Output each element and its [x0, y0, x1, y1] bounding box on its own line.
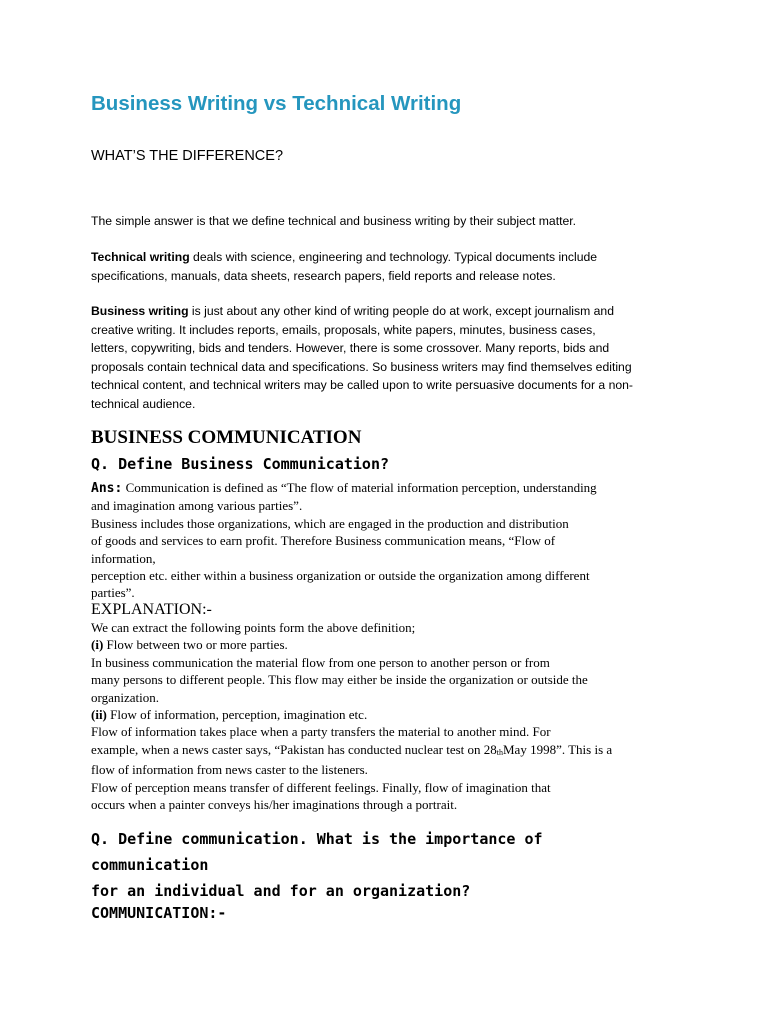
business-line-1: Business writing is just about any other kind of writing people do at work, except journalism and: [91, 304, 614, 318]
subtitle-mark: ?: [274, 148, 284, 164]
answer-line-1: Ans: Communication is defined as “The flow of material information perception, understanding: [91, 480, 597, 496]
explanation-heading: EXPLANATION:-: [91, 601, 212, 618]
explanation-line-9: flow of information from news caster to the listeners.: [91, 762, 368, 778]
technical-line-2: specifications, manuals, data sheets, research papers, field reports and release notes.: [91, 268, 556, 283]
answer-block: [91, 479, 691, 602]
business-communication-heading: BUSINESS COMMUNICATION: [91, 427, 362, 448]
answer-line-2: and imagination among various parties”.: [91, 498, 303, 514]
business-writing-paragraph: [91, 302, 691, 413]
question-2-line-3: for an individual and for an organization?: [91, 882, 471, 900]
answer-line-4: of goods and services to earn profit. Therefore Business communication means, “Flow of: [91, 533, 556, 549]
business-line-4: proposals contain technical data and specifications. So business writers may find themselves editing: [91, 359, 632, 374]
business-line-5: technical content, and technical writers may be called upon to write persuasive documents for a non-: [91, 378, 633, 392]
explanation-block: [91, 600, 691, 813]
explanation-line-8: example, when a news caster says, “Pakistan has conducted nuclear test on $28_{th}May$ 1998”. This is a: [91, 741, 613, 757]
intro-text: The simple answer is that we define technical and business writing by their subject matter.: [91, 214, 577, 228]
point-2-label: (ii): [91, 707, 107, 723]
answer-line-3: Business includes those organizations, which are engaged in the production and distribution: [91, 515, 569, 531]
answer-line-7: parties”.: [91, 585, 135, 601]
technical-writing-paragraph: [91, 248, 691, 285]
question-2: [91, 826, 543, 904]
answer-line-5: information,: [91, 550, 156, 566]
technical-line-1: Technical writing deals with science, engineering and technology. Typical documents include: [91, 250, 598, 264]
explanation-point-1: (i) Flow between two or more parties.: [91, 637, 288, 653]
business-line-2: creative writing. It includes reports, emails, proposals, white papers, minutes, business cases,: [91, 322, 596, 337]
technical-term: Technical writing: [91, 250, 190, 264]
explanation-line-1: We can extract the following points form the above definition;: [91, 620, 416, 635]
page-title: Business Writing vs Technical Writing: [91, 92, 462, 115]
business-line-3: letters, copywriting, bids and tenders. However, there is some crossover. Many reports, bids and: [91, 341, 610, 355]
explanation-point-2: (ii) Flow of information, perception, imagination etc.: [91, 707, 368, 723]
explanation-line-5: organization.: [91, 689, 159, 705]
explanation-line-4: many persons to different people. This flow may either be inside the organization or outside the: [91, 672, 588, 688]
question-2-line-1: Q. Define communication. What is the importance of: [91, 830, 543, 848]
intro-paragraph: [91, 212, 691, 231]
explanation-line-7: Flow of information takes place when a party transfers the material to another mind. For: [91, 724, 551, 740]
explanation-line-10: Flow of perception means transfer of different feelings. Finally, flow of imagination that: [91, 779, 551, 795]
explanation-line-3: In business communication the material flow from one person to another person or from: [91, 654, 550, 670]
communication-heading: COMMUNICATION:-: [91, 904, 227, 922]
answer-label: Ans:: [91, 481, 123, 496]
question-1: Q. Define Business Communication?: [91, 455, 390, 473]
point-1-label: (i): [91, 637, 104, 653]
subtitle-main: WHAT’S THE DIFFERENCE: [91, 148, 275, 164]
subtitle: [91, 148, 283, 164]
question-2-line-2: communication: [91, 856, 209, 874]
business-term: Business writing: [91, 304, 189, 318]
explanation-line-11: occurs when a painter conveys his/her imaginations through a portrait.: [91, 797, 458, 813]
business-line-6: technical audience.: [91, 396, 196, 411]
answer-line-6: perception etc. either within a business organization or outside the organization among different: [91, 568, 590, 584]
